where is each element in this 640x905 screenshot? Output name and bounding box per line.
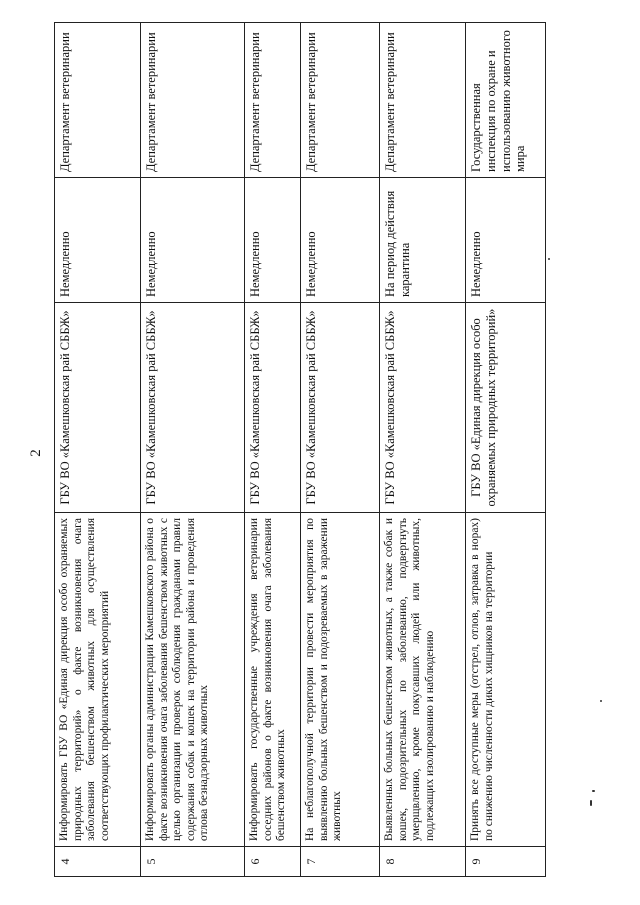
scan-speck	[548, 258, 550, 260]
scan-speck	[592, 790, 595, 792]
action-cell: Принять все доступные меры (отстрел, отлов, затравка в норах) по снижению численности диких хищников на территории	[466, 513, 546, 847]
scan-speck	[590, 800, 592, 806]
responsible-cell: Государственная инспекция по охране и использованию животного мира	[466, 23, 546, 178]
table-row	[55, 23, 141, 877]
row-number: 8	[380, 847, 466, 877]
term-cell: Немедленно	[245, 178, 301, 303]
row-number: 9	[466, 847, 546, 877]
term-cell: Немедленно	[141, 178, 245, 303]
term-cell: Немедленно	[466, 178, 546, 303]
term-cell: На период действия карантина	[380, 178, 466, 303]
responsible-cell: Департамент ветеринарии	[245, 23, 301, 178]
table-row	[301, 23, 380, 877]
action-cell: Информировать органы администрации Камешковского района о факте возникновения очага заболевания бешенством животных с целью организации проверок соблюдения гражданами правил содержания собак и кошек на территории района и проведения отлова безнадзорных животных	[141, 513, 245, 847]
responsible-cell: Департамент ветеринарии	[301, 23, 380, 178]
row-number: 7	[301, 847, 380, 877]
term-cell: Немедленно	[301, 178, 380, 303]
rotated-table-container	[54, 23, 545, 877]
table-row	[380, 23, 466, 877]
action-cell: На неблагополучной территории провести мероприятия по выявлению больных бешенством и подозреваемых в заражении животных	[301, 513, 380, 847]
action-cell: Выявленных больных бешенством животных, а также собак и кошек, подозрительных по заболеванию, подвергнуть умерщвлению, кроме покусавших людей или животных, подлежащих изолированию и наблюдению	[380, 513, 466, 847]
scan-speck	[600, 700, 602, 702]
executor-cell: ГБУ ВО «Камешковская рай СББЖ»	[301, 303, 380, 513]
responsible-cell: Департамент ветеринарии	[380, 23, 466, 178]
table-row	[466, 23, 546, 877]
responsible-cell: Департамент ветеринарии	[141, 23, 245, 178]
row-number: 5	[141, 847, 245, 877]
responsible-cell: Департамент ветеринарии	[55, 23, 141, 178]
executor-cell: ГБУ ВО «Камешковская рай СББЖ»	[141, 303, 245, 513]
row-number: 4	[55, 847, 141, 877]
action-cell: Информировать ГБУ ВО «Единая дирекция особо охраняемых природных территорий» о факте возникновения очага заболевания бешенством животных для осуществления соответствующих профилактических мероприятий	[55, 513, 141, 847]
measures-table	[54, 22, 546, 877]
row-number: 6	[245, 847, 301, 877]
page-number: 2	[28, 449, 44, 457]
action-cell: Информировать государственные учреждения ветеринарии соседних районов о факте возникновения очага заболевания бешенством животных	[245, 513, 301, 847]
executor-cell: ГБУ ВО «Камешковская рай СББЖ»	[245, 303, 301, 513]
executor-cell: ГБУ ВО «Камешковская рай СББЖ»	[380, 303, 466, 513]
table-rotation	[54, 23, 545, 877]
table-row	[245, 23, 301, 877]
executor-cell: ГБУ ВО «Камешковская рай СББЖ»	[55, 303, 141, 513]
executor-cell: ГБУ ВО «Единая дирекция особо охраняемых природных территорий»	[466, 303, 546, 513]
table-row	[141, 23, 245, 877]
term-cell: Немедленно	[55, 178, 141, 303]
